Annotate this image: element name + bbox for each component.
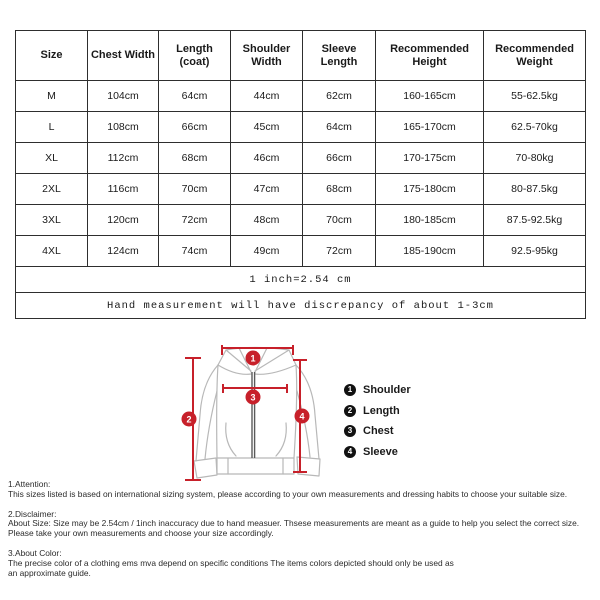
legend-label: Length [363,404,400,417]
measurement-legend [344,380,411,462]
cell-sleeve: 70cm [303,205,376,236]
cell-chest: 116cm [88,174,159,205]
legend-item-chest [344,421,411,442]
cell-weight: 70-80kg [484,143,586,174]
legend-item-length [344,401,411,422]
note-line: About Size: Size may be 2.54cm / 1inch inaccuracy due to hand measuer. Thsese measurements are meant as a guide to help you select the correct size. [8,518,580,529]
cell-length: 66cm [159,112,231,143]
cell-height: 185-190cm [376,236,484,267]
legend-bullet-4-icon: 4 [344,446,356,458]
notes-section [8,480,597,588]
cell-chest: 112cm [88,143,159,174]
legend-bullet-2-icon: 2 [344,405,356,417]
cell-chest: 108cm [88,112,159,143]
table-row-3xl [16,205,586,236]
note-line: The precise color of a clothing ems mva depend on specific conditions The items colors depicted should only be used as [8,557,454,568]
col-header-chest-width: Chest Width [88,31,159,81]
cell-shoulder: 46cm [231,143,303,174]
cell-sleeve: 66cm [303,143,376,174]
note-disclaimer [8,510,597,539]
cell-weight: 62.5-70kg [484,112,586,143]
zipper-icon [252,372,255,458]
cell-weight: 92.5-95kg [484,236,586,267]
inch-conversion-note: 1 inch=2.54 cm [16,267,586,293]
cell-length: 68cm [159,143,231,174]
cell-shoulder: 47cm [231,174,303,205]
note-title: 1.Attention: [8,479,51,489]
note-attention [8,480,597,500]
cell-chest: 104cm [88,81,159,112]
col-header-shoulder-width: Shoulder Width [231,31,303,81]
table-row-xl [16,143,586,174]
legend-label: Shoulder [363,384,411,397]
callout-4-icon [295,409,310,424]
cell-shoulder: 44cm [231,81,303,112]
svg-text:3: 3 [250,392,256,403]
cell-shoulder: 48cm [231,205,303,236]
cell-length: 74cm [159,236,231,267]
cell-size: L [16,112,88,143]
cell-shoulder: 45cm [231,112,303,143]
callout-1-icon [246,351,261,366]
note-about-color [8,549,597,578]
cell-weight: 87.5-92.5kg [484,205,586,236]
legend-item-shoulder [344,380,411,401]
jacket-measurement-diagram [160,335,350,500]
col-header-length: Length (coat) [159,31,231,81]
cell-size: 3XL [16,205,88,236]
table-footer-row [16,293,586,319]
table-footer-row [16,267,586,293]
col-header-size: Size [16,31,88,81]
note-line: an approximate guide. [8,567,91,578]
note-title: 2.Disclaimer: [8,508,57,519]
cell-chest: 124cm [88,236,159,267]
cell-size: XL [16,143,88,174]
cell-size: M [16,81,88,112]
cell-height: 160-165cm [376,81,484,112]
cell-size: 4XL [16,236,88,267]
cell-sleeve: 68cm [303,174,376,205]
col-header-recommended-height: Recommended Height [376,31,484,81]
legend-label: Chest [363,425,394,438]
cell-shoulder: 49cm [231,236,303,267]
table-row-4xl [16,236,586,267]
legend-bullet-3-icon: 3 [344,425,356,437]
hand-measurement-note: Hand measurement will have discrepancy of about 1-3cm [16,293,586,319]
legend-item-sleeve [344,442,411,463]
col-header-sleeve-length: Sleeve Length [303,31,376,81]
size-table [15,30,586,319]
svg-text:2: 2 [186,414,192,425]
callout-2-icon [182,412,197,427]
cell-length: 70cm [159,174,231,205]
cell-weight: 55-62.5kg [484,81,586,112]
svg-text:4: 4 [299,411,305,422]
note-line: Please take your own measurements and choose your size accordingly. [8,528,274,539]
cell-sleeve: 62cm [303,81,376,112]
note-title: 3.About Color: [8,547,62,558]
cell-height: 170-175cm [376,143,484,174]
table-row-2xl [16,174,586,205]
cell-sleeve: 64cm [303,112,376,143]
legend-label: Sleeve [363,445,398,458]
cell-height: 180-185cm [376,205,484,236]
col-header-recommended-weight: Recommended Weight [484,31,586,81]
cell-length: 72cm [159,205,231,236]
svg-text:1: 1 [250,353,256,364]
cell-height: 165-170cm [376,112,484,143]
table-header-row [16,31,586,81]
table-row-l [16,112,586,143]
cell-chest: 120cm [88,205,159,236]
table-row-m [16,81,586,112]
cell-height: 175-180cm [376,174,484,205]
cell-sleeve: 72cm [303,236,376,267]
cell-size: 2XL [16,174,88,205]
cell-weight: 80-87.5kg [484,174,586,205]
cell-length: 64cm [159,81,231,112]
legend-bullet-1-icon: 1 [344,384,356,396]
note-line: This sizes listed is based on international sizing system, please according to your own measurements and dressing habits to choose your suitable size. [8,488,568,499]
callout-3-icon [246,390,261,405]
